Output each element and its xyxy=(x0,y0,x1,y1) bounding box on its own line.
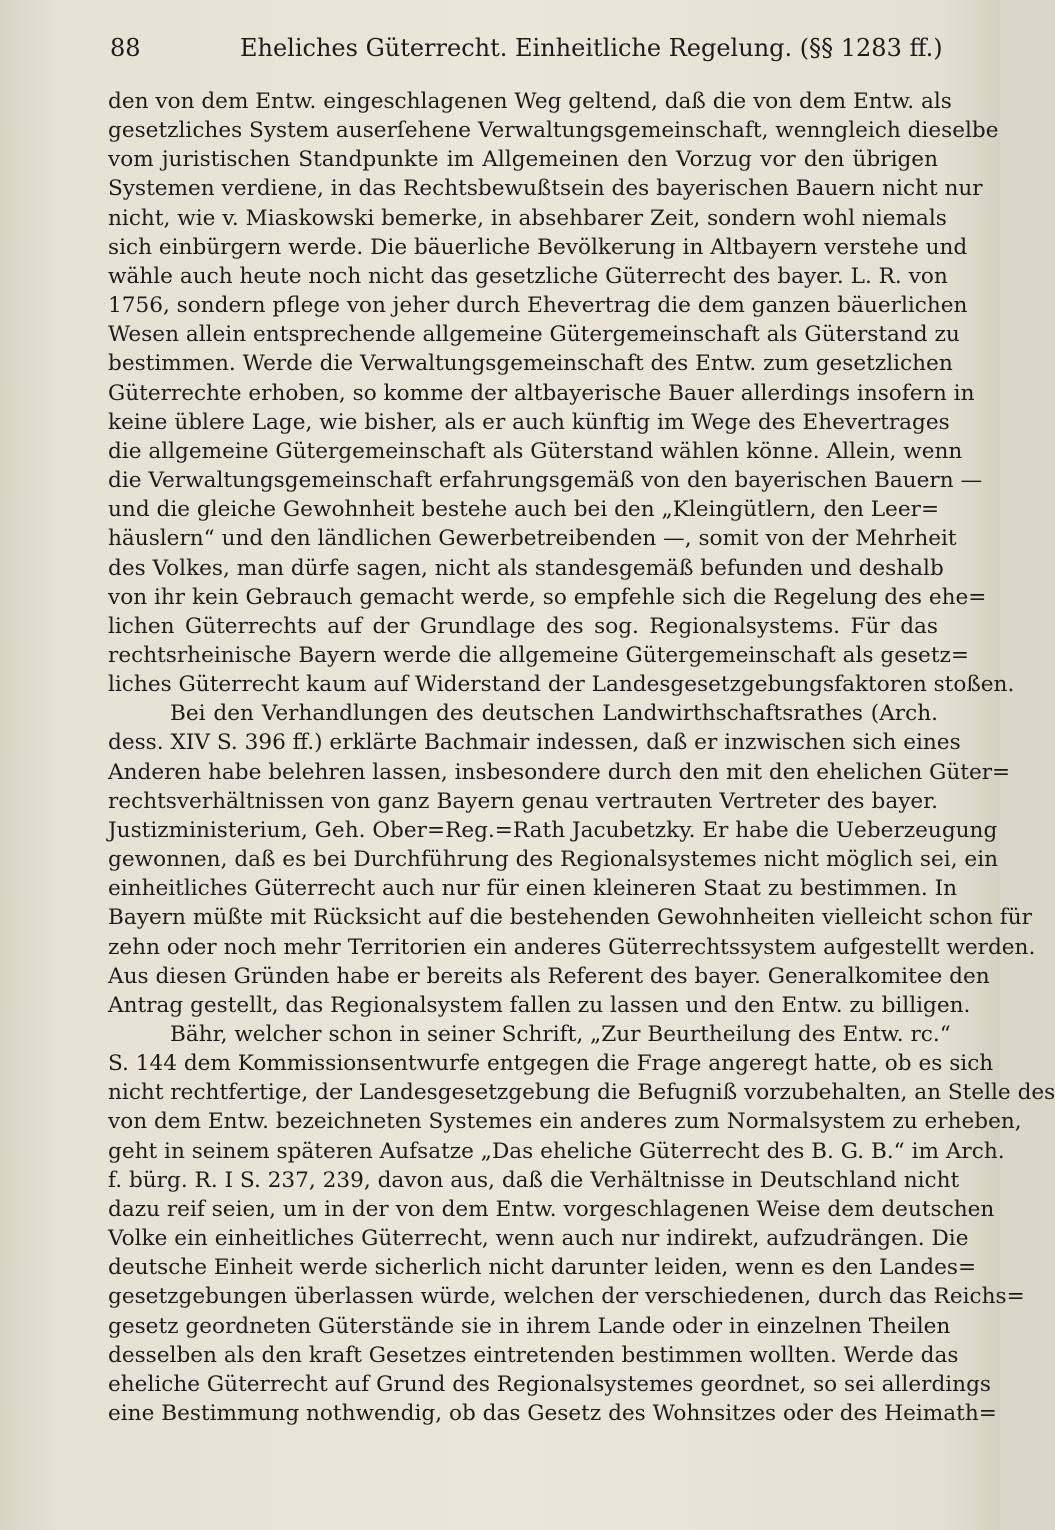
text-line: rechtsverhältnissen von ganz Bayern genau vertrauten Vertreter des bayer. xyxy=(108,788,938,814)
running-title: Eheliches Güterrecht. Einheitliche Regelung. (§§ 1283 ff.) xyxy=(240,34,943,62)
text-line: sich einbürgern werde. Die bäuerliche Bevölkerung in Altbayern verstehe und xyxy=(108,234,968,260)
text-line: nicht rechtfertige, der Landesgesetzgebung die Befugniß vorzubehalten, an Stelle des xyxy=(108,1080,1055,1106)
text-line: deutsche Einheit werde sicherlich nicht darunter leiden, wenn es den Landes= xyxy=(108,1255,977,1281)
paragraph-first-line: Bei den Verhandlungen des deutschen Landwirthschaftsrathes (Arch. xyxy=(170,701,938,727)
text-line: eine Bestimmung nothwendig, ob das Gesetz des Wohnsitzes oder des Heimath= xyxy=(108,1401,997,1427)
text-line: rechtsrheinische Bayern werde die allgemeine Gütergemeinschaft als gesetz= xyxy=(108,642,969,668)
text-line: häuslern“ und den ländlichen Gewerbetreibenden —, somit von der Mehrheit xyxy=(108,526,957,552)
text-line: gesetzliches System auserſehene Verwaltungsgemeinschaft, wenngleich dieselbe xyxy=(108,118,999,144)
body-text xyxy=(108,87,1055,1487)
text-line: Systemen verdiene, in das Rechtsbewußtsein des bayerischen Bauern nicht nur xyxy=(108,176,983,202)
text-line: dess. XIV S. 396 ff.) erklärte Bachmair indessen, daß er inzwischen sich eines xyxy=(108,730,961,756)
text-line: Aus diesen Gründen habe er bereits als Referent des bayer. Generalkomitee den xyxy=(108,963,990,989)
text-line: S. 144 dem Kommissionsentwurfe entgegen die Frage angeregt hatte, ob es sich xyxy=(108,1051,994,1077)
text-line: vom juristischen Standpunkte im Allgemeinen den Vorzug vor den übrigen xyxy=(108,147,938,173)
text-line: gesetzgebungen überlassen würde, welchen der verschiedenen, durch das Reichs= xyxy=(108,1284,1025,1310)
text-line: nicht, wie v. Miaskowski bemerke, in absehbarer Zeit, sondern wohl niemals xyxy=(108,205,947,231)
text-line: Justizministerium, Geh. Ober=Reg.=Rath Jacubetzky. Er habe die Ueberzeugung xyxy=(108,817,998,843)
text-line: desselben als den kraft Gesetzes eintretenden bestimmen wollten. Werde das xyxy=(108,1342,959,1368)
text-line: einheitliches Güterrecht auch nur für einen kleineren Staat zu bestimmen. In xyxy=(108,876,958,902)
text-line: 1756, sondern pflege von jeher durch Ehevertrag die dem ganzen bäuerlichen xyxy=(108,293,968,319)
text-line: liches Güterrecht kaum auf Widerstand der Landesgesetzgebungsfaktoren stoßen. xyxy=(108,672,1015,698)
text-line: Bayern müßte mit Rücksicht auf die bestehenden Gewohnheiten vielleicht schon für xyxy=(108,905,1033,931)
text-line: die Verwaltungsgemeinschaft erfahrungsgemäß von den bayerischen Bauern — xyxy=(108,468,983,494)
text-line: Güterrechte erhoben, so komme der altbayerische Bauer allerdings insofern in xyxy=(108,380,975,406)
text-line: Antrag gestellt, das Regionalsystem fallen zu lassen und den Entw. zu billigen. xyxy=(108,992,971,1018)
page-number: 88 xyxy=(110,34,141,62)
text-line: geht in seinem späteren Aufsatze „Das eheliche Güterrecht des B. G. B.“ im Arch. xyxy=(108,1138,1005,1164)
text-line: wähle auch heute noch nicht das gesetzliche Güterrecht des bayer. L. R. von xyxy=(108,263,948,289)
text-line: von dem Entw. bezeichneten Systemes ein anderes zum Normalsystem zu erheben, xyxy=(108,1109,1022,1135)
text-line: von ihr kein Gebrauch gemacht werde, so empfehle sich die Regelung des ehe= xyxy=(108,584,987,610)
text-line: Volke ein einheitliches Güterrecht, wenn auch nur indirekt, aufzudrängen. Die xyxy=(108,1226,969,1252)
paragraph-first-line: Bähr, welcher schon in seiner Schrift, „Zur Beurtheilung des Entw. rc.“ xyxy=(170,1022,951,1047)
text-line: dazu reif seien, um in der von dem Entw. vorgeschlagenen Weise dem deutschen xyxy=(108,1196,995,1222)
text-line: Wesen allein entsprechende allgemeine Gütergemeinschaft als Güterstand zu xyxy=(108,322,960,348)
text-line: lichen Güterrechts auf der Grundlage des sog. Regionalsystems. Für das xyxy=(108,613,938,639)
text-line: und die gleiche Gewohnheit bestehe auch bei den „Kleingütlern, den Leer= xyxy=(108,497,940,523)
text-line: keine üblere Lage, wie bisher, als er auch künftig im Wege des Ehevertrages xyxy=(108,409,950,435)
text-line: des Volkes, man dürfe sagen, nicht als standesgemäß befunden und deshalb xyxy=(108,555,944,581)
text-line: den von dem Entw. eingeschlagenen Weg geltend, daß die von dem Entw. als xyxy=(108,89,952,114)
text-line: die allgemeine Gütergemeinschaft als Güterstand wählen könne. Allein, wenn xyxy=(108,438,963,464)
text-line: gesetz geordneten Güterstände sie in ihrem Lande oder in einzelnen Theilen xyxy=(108,1313,951,1339)
text-line: gewonnen, daß es bei Durchführung des Regionalsystemes nicht möglich sei, ein xyxy=(108,847,999,873)
text-line: zehn oder noch mehr Territorien ein anderes Güterrechtssystem aufgestellt werden. xyxy=(108,934,1036,960)
text-line: eheliche Güterrecht auf Grund des Regionalsystemes geordnet, so sei allerdings xyxy=(108,1371,991,1397)
text-line: bestimmen. Werde die Verwaltungsgemeinschaft des Entw. zum gesetzlichen xyxy=(108,351,953,377)
text-line: Anderen habe belehren lassen, insbesondere durch den mit den ehelichen Güter= xyxy=(108,759,1011,785)
text-line: f. bürg. R. I S. 237, 239, davon aus, daß die Verhältnisse in Deutschland nicht xyxy=(108,1167,960,1193)
page-header xyxy=(110,28,943,68)
